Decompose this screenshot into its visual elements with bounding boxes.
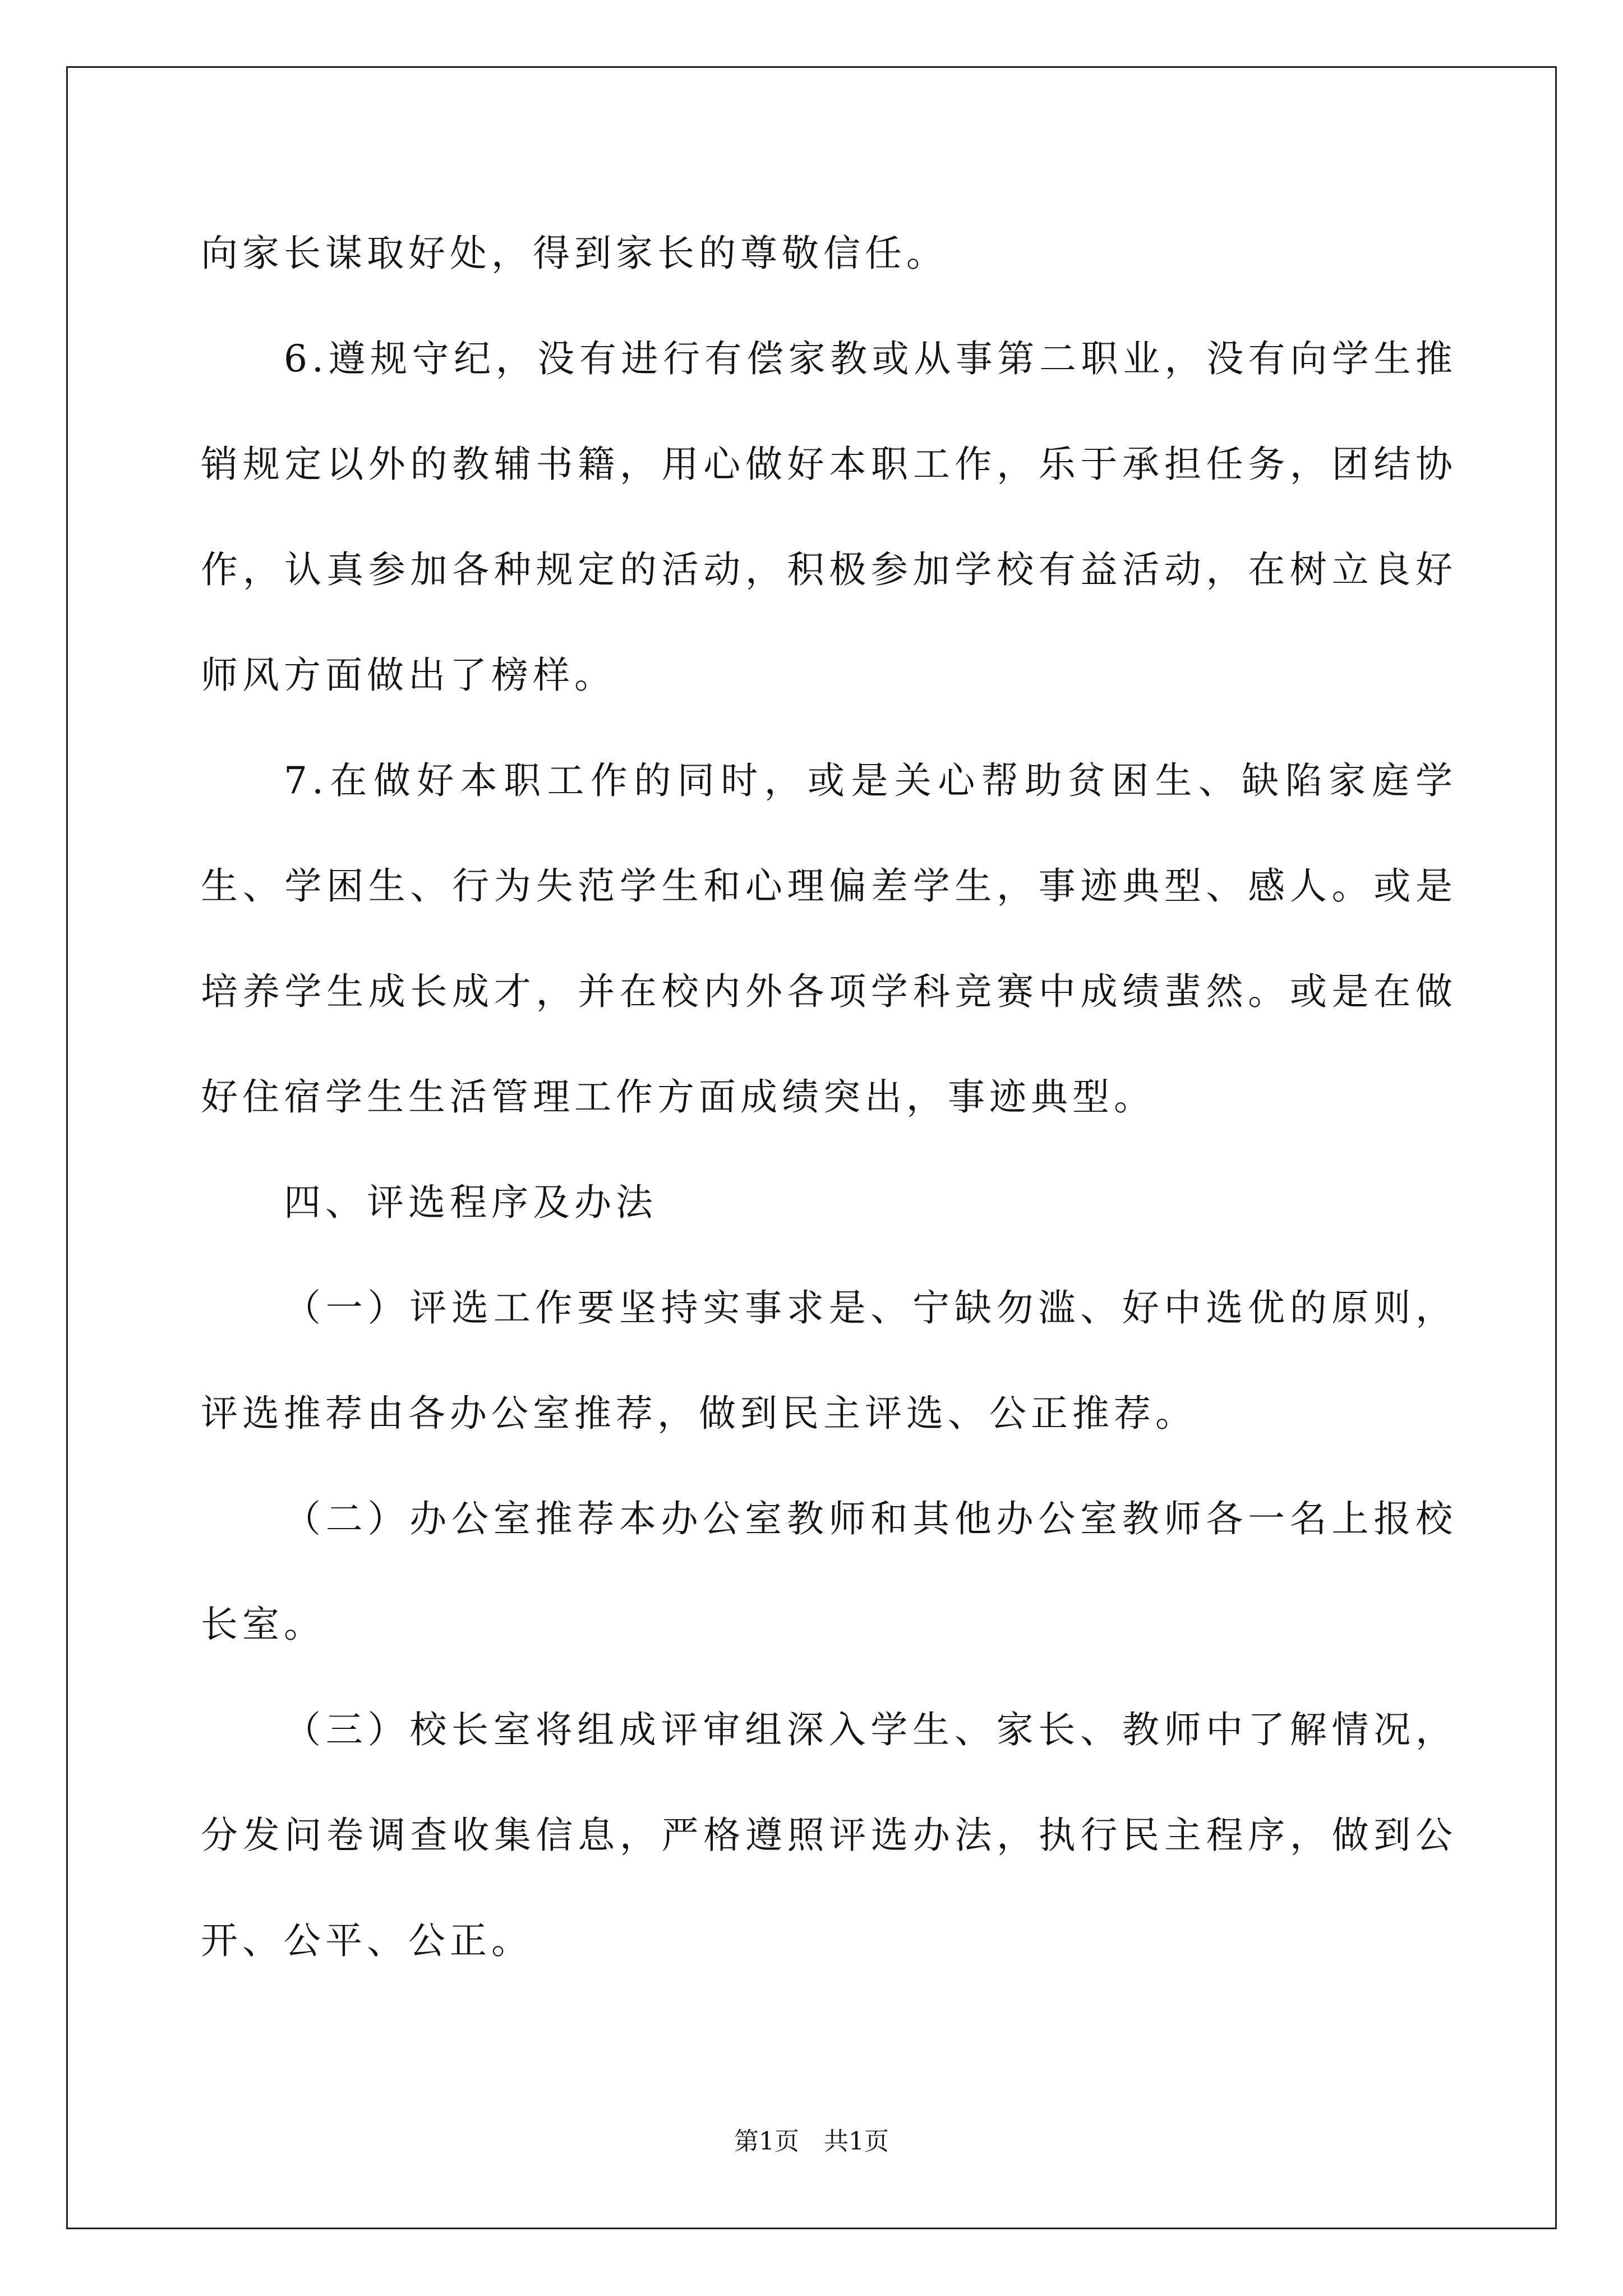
paragraph-item-7: 7.在做好本职工作的同时，或是关心帮助贫困生、缺陷家庭学生、学困生、行为失范学生和心理偏差学生，事迹典型、感人。或是培养学生成长成才，并在校内外各项学科竞赛中成绩蜚然。或是在做好住宿学生生活管理工作方面成绩突出，事迹典型。 — [201, 759, 1457, 1119]
paragraph-procedure-3: （三）校长室将组成评审组深入学生、家长、教师中了解情况，分发问卷调查收集信息，严格遵照评选办法，执行民主程序，做到公开、公平、公正。 — [201, 1708, 1457, 1962]
paragraph-item-6: 6.遵规守纪，没有进行有偿家教或从事第二职业，没有向学生推销规定以外的教辅书籍，用心做好本职工作，乐于承担任务，团结协作，认真参加各种规定的活动，积极参加学校有益活动，在树立良好师风方面做出了榜样。 — [201, 337, 1457, 697]
paragraph-procedure-1: （一）评选工作要坚持实事求是、宁缺勿滥、好中选优的原则，评选推荐由各办公室推荐，做到民主评选、公正推荐。 — [201, 1286, 1457, 1435]
paragraph-procedure-2: （二）办公室推荐本办公室教师和其他办公室教师各一名上报校长室。 — [201, 1497, 1457, 1646]
document-body — [201, 201, 1457, 1994]
section-heading-4: 四、评选程序及办法 — [284, 1181, 657, 1224]
page-number-footer: 第1页 共1页 — [734, 2127, 889, 2156]
paragraph-continuation: 向家长谋取好处，得到家长的尊敬信任。 — [201, 232, 948, 275]
